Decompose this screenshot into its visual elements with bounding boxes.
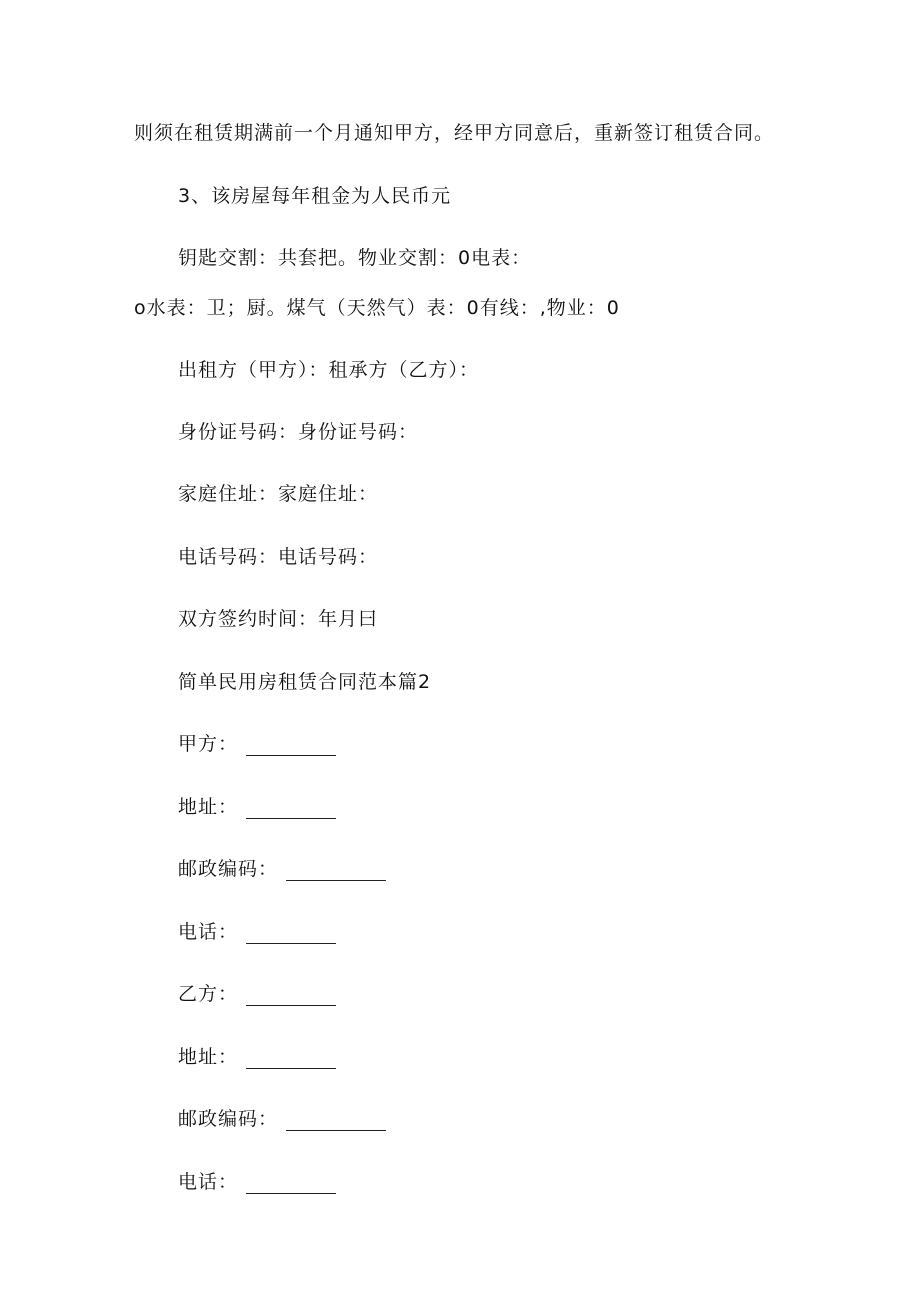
field-label: 甲方： xyxy=(178,733,239,755)
field-phone-a xyxy=(178,920,336,944)
field-postcode-b xyxy=(178,1107,386,1131)
field-party-b xyxy=(178,982,336,1006)
text-line-meters: o水表：卫；厨。煤气（天然气）表：0有线：,物业：0 xyxy=(134,297,620,319)
field-postcode-a xyxy=(178,857,386,881)
text-line-rent-amount: 3、该房屋每年租金为人民币元 xyxy=(178,185,452,207)
field-label: 地址： xyxy=(178,1046,239,1068)
text-line-parties: 出租方（甲方）：租承方（乙方）： xyxy=(178,359,480,381)
field-label: 邮政编码： xyxy=(178,858,279,880)
field-label: 电话： xyxy=(178,921,239,943)
fill-in-blank xyxy=(286,1112,386,1131)
fill-in-blank xyxy=(246,925,336,944)
field-label: 邮政编码： xyxy=(178,1108,279,1130)
field-address-a xyxy=(178,795,336,819)
text-line-home-address: 家庭住址：家庭住址： xyxy=(178,483,379,505)
section-heading-template-2: 简单民用房租赁合同范本篇2 xyxy=(178,671,432,693)
text-line-lease-renewal: 则须在租赁期满前一个月通知甲方，经甲方同意后，重新签订租赁合同。 xyxy=(134,122,775,144)
field-party-a xyxy=(178,732,336,756)
field-label: 电话： xyxy=(178,1171,239,1193)
text-line-id-number: 身份证号码：身份证号码： xyxy=(178,421,419,443)
fill-in-blank xyxy=(246,800,336,819)
text-line-phone-number: 电话号码：电话号码： xyxy=(178,546,379,568)
fill-in-blank xyxy=(246,987,336,1006)
fill-in-blank xyxy=(246,1050,336,1069)
field-label: 乙方： xyxy=(178,983,239,1005)
fill-in-blank xyxy=(286,862,386,881)
field-label: 地址： xyxy=(178,796,239,818)
fill-in-blank xyxy=(246,1175,336,1194)
field-phone-b xyxy=(178,1170,336,1194)
text-line-signing-date: 双方签约时间：年月曰 xyxy=(178,608,379,630)
field-address-b xyxy=(178,1045,336,1069)
fill-in-blank xyxy=(246,737,336,756)
text-line-key-handover: 钥匙交割：共套把。物业交割：0电表： xyxy=(178,247,532,269)
